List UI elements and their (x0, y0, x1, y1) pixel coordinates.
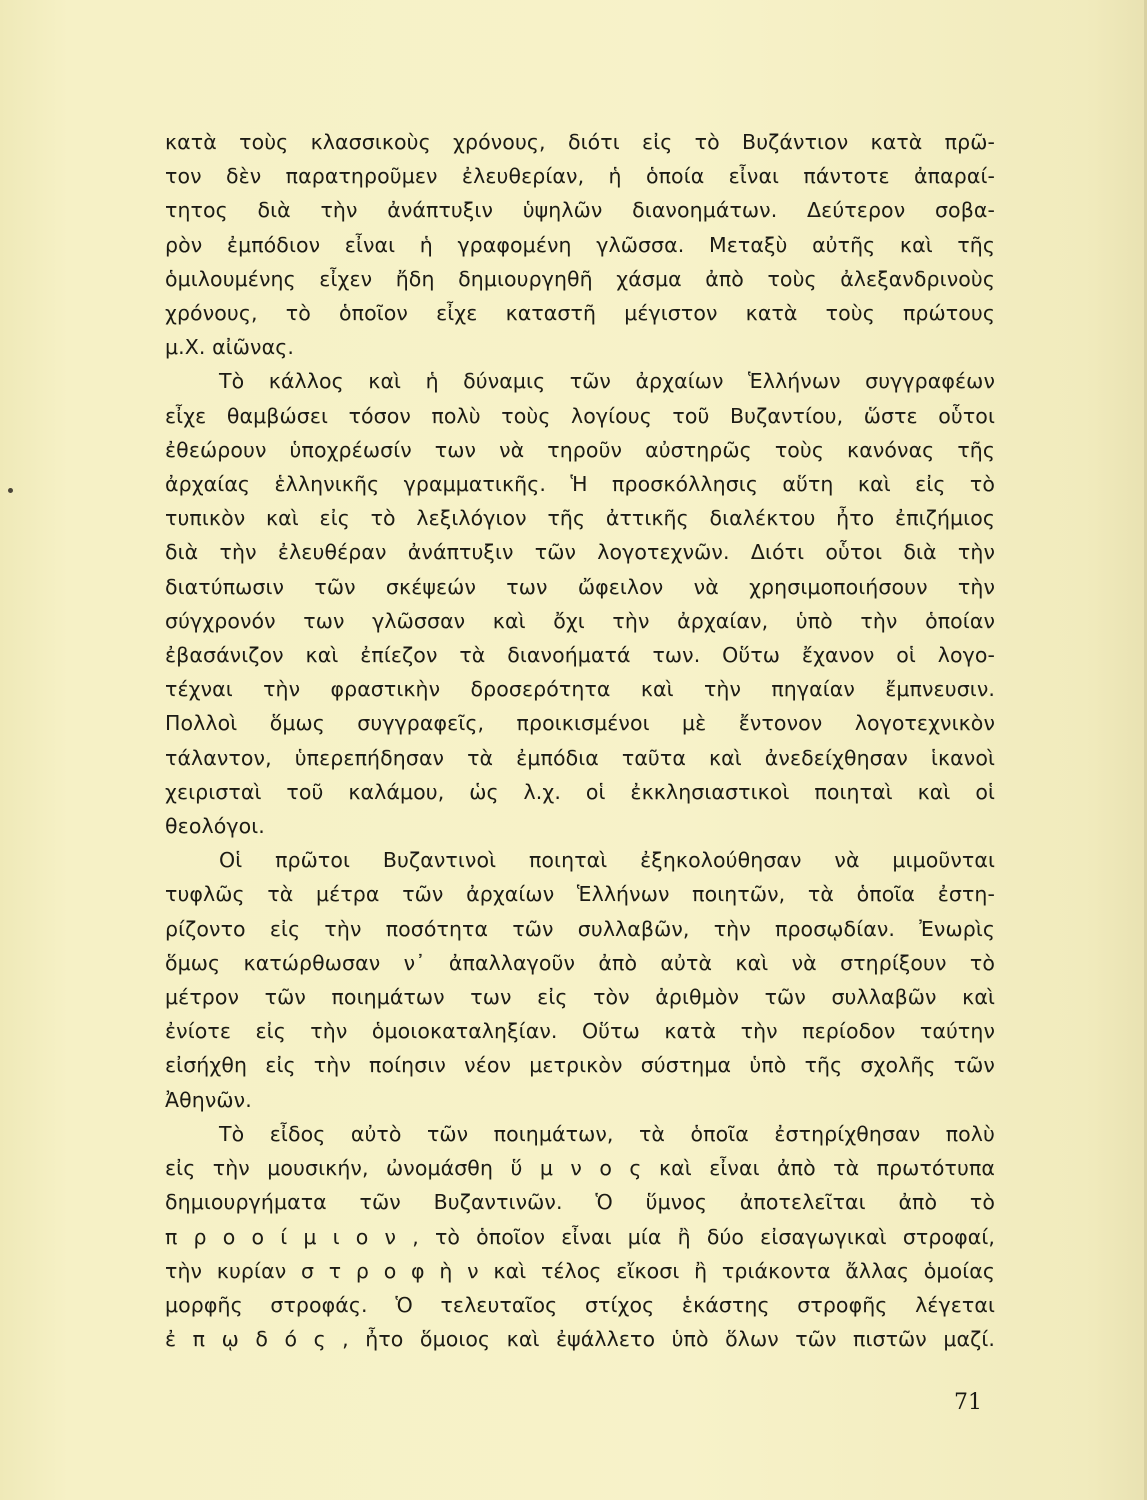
text-line: ἐβασάνιζον καὶ ἐπίεζον τὰ διανοήματά των. Οὕτω ἔχανον οἱ λογο- (165, 643, 995, 668)
text-line: Οἱ πρῶτοι Βυζαντινοὶ ποιηταὶ ἐξηκολούθησαν νὰ μιμοῦνται (219, 848, 995, 873)
text-line: θεολόγοι. (165, 814, 265, 839)
paragraph-3 (165, 843, 995, 1117)
text-line: ἐθεώρουν ὑποχρέωσίν των νὰ τηροῦν αὐστηρῶς τοὺς κανόνας τῆς (165, 437, 995, 462)
text-line: χειρισταὶ τοῦ καλάμου, ὡς λ.χ. οἱ ἐκκλησιαστικοὶ ποιηταὶ καὶ οἱ (165, 779, 995, 804)
text-line: τέχναι τὴν φραστικὴν δροσερότητα καὶ τὴν πηγαίαν ἔμπνευσιν. (165, 677, 995, 702)
text-line: Τὸ εἶδος αὐτὸ τῶν ποιημάτων, τὰ ὁποῖα ἐστηρίχθησαν πολὺ (219, 1121, 995, 1146)
text-line: μ.Χ. αἰῶνας. (165, 335, 294, 360)
text-line: σύγχρονόν των γλῶσσαν καὶ ὄχι τὴν ἀρχαίαν, ὑπὸ τὴν ὁποίαν (165, 608, 995, 633)
text-line: διατύπωσιν τῶν σκέψεών των ὤφειλον νὰ χρησιμοποιήσουν τὴν (165, 574, 995, 599)
text-line: χρόνους, τὸ ὁποῖον εἶχε καταστῆ μέγιστον κατὰ τοὺς πρώτους (165, 301, 995, 326)
text-line: διὰ τὴν ἐλευθέραν ἀνάπτυξιν τῶν λογοτεχνῶν. Διότι οὗτοι διὰ τὴν (165, 540, 995, 565)
text-line: μέτρον τῶν ποιημάτων των εἰς τὸν ἀριθμὸν τῶν συλλαβῶν καὶ (165, 985, 995, 1010)
text-line: ρὸν ἐμπόδιον εἶναι ἡ γραφομένη γλῶσσα. Μεταξὺ αὐτῆς καὶ τῆς (165, 232, 995, 257)
text-line: ἐ π ῳ δ ό ς , ἦτο ὅμοιος καὶ ἐψάλλετο ὑπὸ ὅλων τῶν πιστῶν μαζί. (165, 1327, 995, 1352)
paragraph-4 (165, 1117, 995, 1356)
text-line: τυφλῶς τὰ μέτρα τῶν ἀρχαίων Ἑλλήνων ποιητῶν, τὰ ὁποῖα ἐστη- (165, 882, 995, 907)
text-line: τὴν κυρίαν σ τ ρ ο φ ὴ ν καὶ τέλος εἴκοσι ἢ τριάκοντα ἄλλας ὁμοίας (165, 1258, 995, 1283)
text-line: ἐνίοτε εἰς τὴν ὁμοιοκαταληξίαν. Οὕτω κατὰ τὴν περίοδον ταύτην (165, 1019, 995, 1044)
paragraph-2 (165, 364, 995, 843)
text-line: Τὸ κάλλος καὶ ἡ δύναμις τῶν ἀρχαίων Ἑλλήνων συγγραφέων (219, 369, 995, 394)
ink-speck (8, 488, 13, 493)
text-line: μορφῆς στροφάς. Ὁ τελευταῖος στίχος ἑκάστης στροφῆς λέγεται (165, 1292, 995, 1317)
text-line: ὅμως κατώρθωσαν ν᾽ ἀπαλλαγοῦν ἀπὸ αὐτὰ καὶ νὰ στηρίξουν τὸ (165, 950, 995, 975)
text-line: τητος διὰ τὴν ἀνάπτυξιν ὑψηλῶν διανοημάτων. Δεύτερον σοβα- (165, 198, 995, 223)
text-line: π ρ ο ο ί μ ι ο ν , τὸ ὁποῖον εἶναι μία ἢ δύο εἰσαγωγικαὶ στροφαί, (165, 1224, 995, 1249)
text-line: εἰς τὴν μουσικήν, ὠνομάσθη ὕ μ ν ο ς καὶ εἶναι ἀπὸ τὰ πρωτότυπα (165, 1156, 995, 1181)
text-line: τάλαντον, ὑπερεπήδησαν τὰ ἐμπόδια ταῦτα καὶ ἀνεδείχθησαν ἱκανοὶ (165, 745, 995, 770)
text-line: Ἀθηνῶν. (165, 1087, 252, 1112)
page-number: 71 (954, 1390, 982, 1415)
text-line: ὁμιλουμένης εἶχεν ἤδη δημιουργηθῆ χάσμα ἀπὸ τοὺς ἀλεξανδρινοὺς (165, 266, 995, 291)
text-line: εἰσήχθη εἰς τὴν ποίησιν νέον μετρικὸν σύστημα ὑπὸ τῆς σχολῆς τῶν (165, 1053, 995, 1078)
body-text (165, 125, 995, 1356)
text-line: εἶχε θαμβώσει τόσον πολὺ τοὺς λογίους τοῦ Βυζαντίου, ὥστε οὗτοι (165, 403, 995, 428)
text-line: τυπικὸν καὶ εἰς τὸ λεξιλόγιον τῆς ἀττικῆς διαλέκτου ἦτο ἐπιζήμιος (165, 506, 995, 531)
text-line: Πολλοὶ ὅμως συγγραφεῖς, προικισμένοι μὲ ἔντονον λογοτεχνικὸν (165, 711, 995, 736)
paragraph-1 (165, 125, 995, 364)
text-line: ρίζοντο εἰς τὴν ποσότητα τῶν συλλαβῶν, τὴν προσῳδίαν. Ἐνωρὶς (165, 916, 995, 941)
text-line: ἀρχαίας ἑλληνικῆς γραμματικῆς. Ἡ προσκόλλησις αὕτη καὶ εἰς τὸ (165, 472, 995, 497)
text-line: κατὰ τοὺς κλασσικοὺς χρόνους, διότι εἰς τὸ Βυζάντιον κατὰ πρῶ- (165, 130, 995, 154)
text-line: δημιουργήματα τῶν Βυζαντινῶν. Ὁ ὕμνος ἀποτελεῖται ἀπὸ τὸ (165, 1190, 995, 1215)
text-line: τον δὲν παρατηροῦμεν ἐλευθερίαν, ἡ ὁποία εἶναι πάντοτε ἀπαραί- (165, 164, 995, 189)
